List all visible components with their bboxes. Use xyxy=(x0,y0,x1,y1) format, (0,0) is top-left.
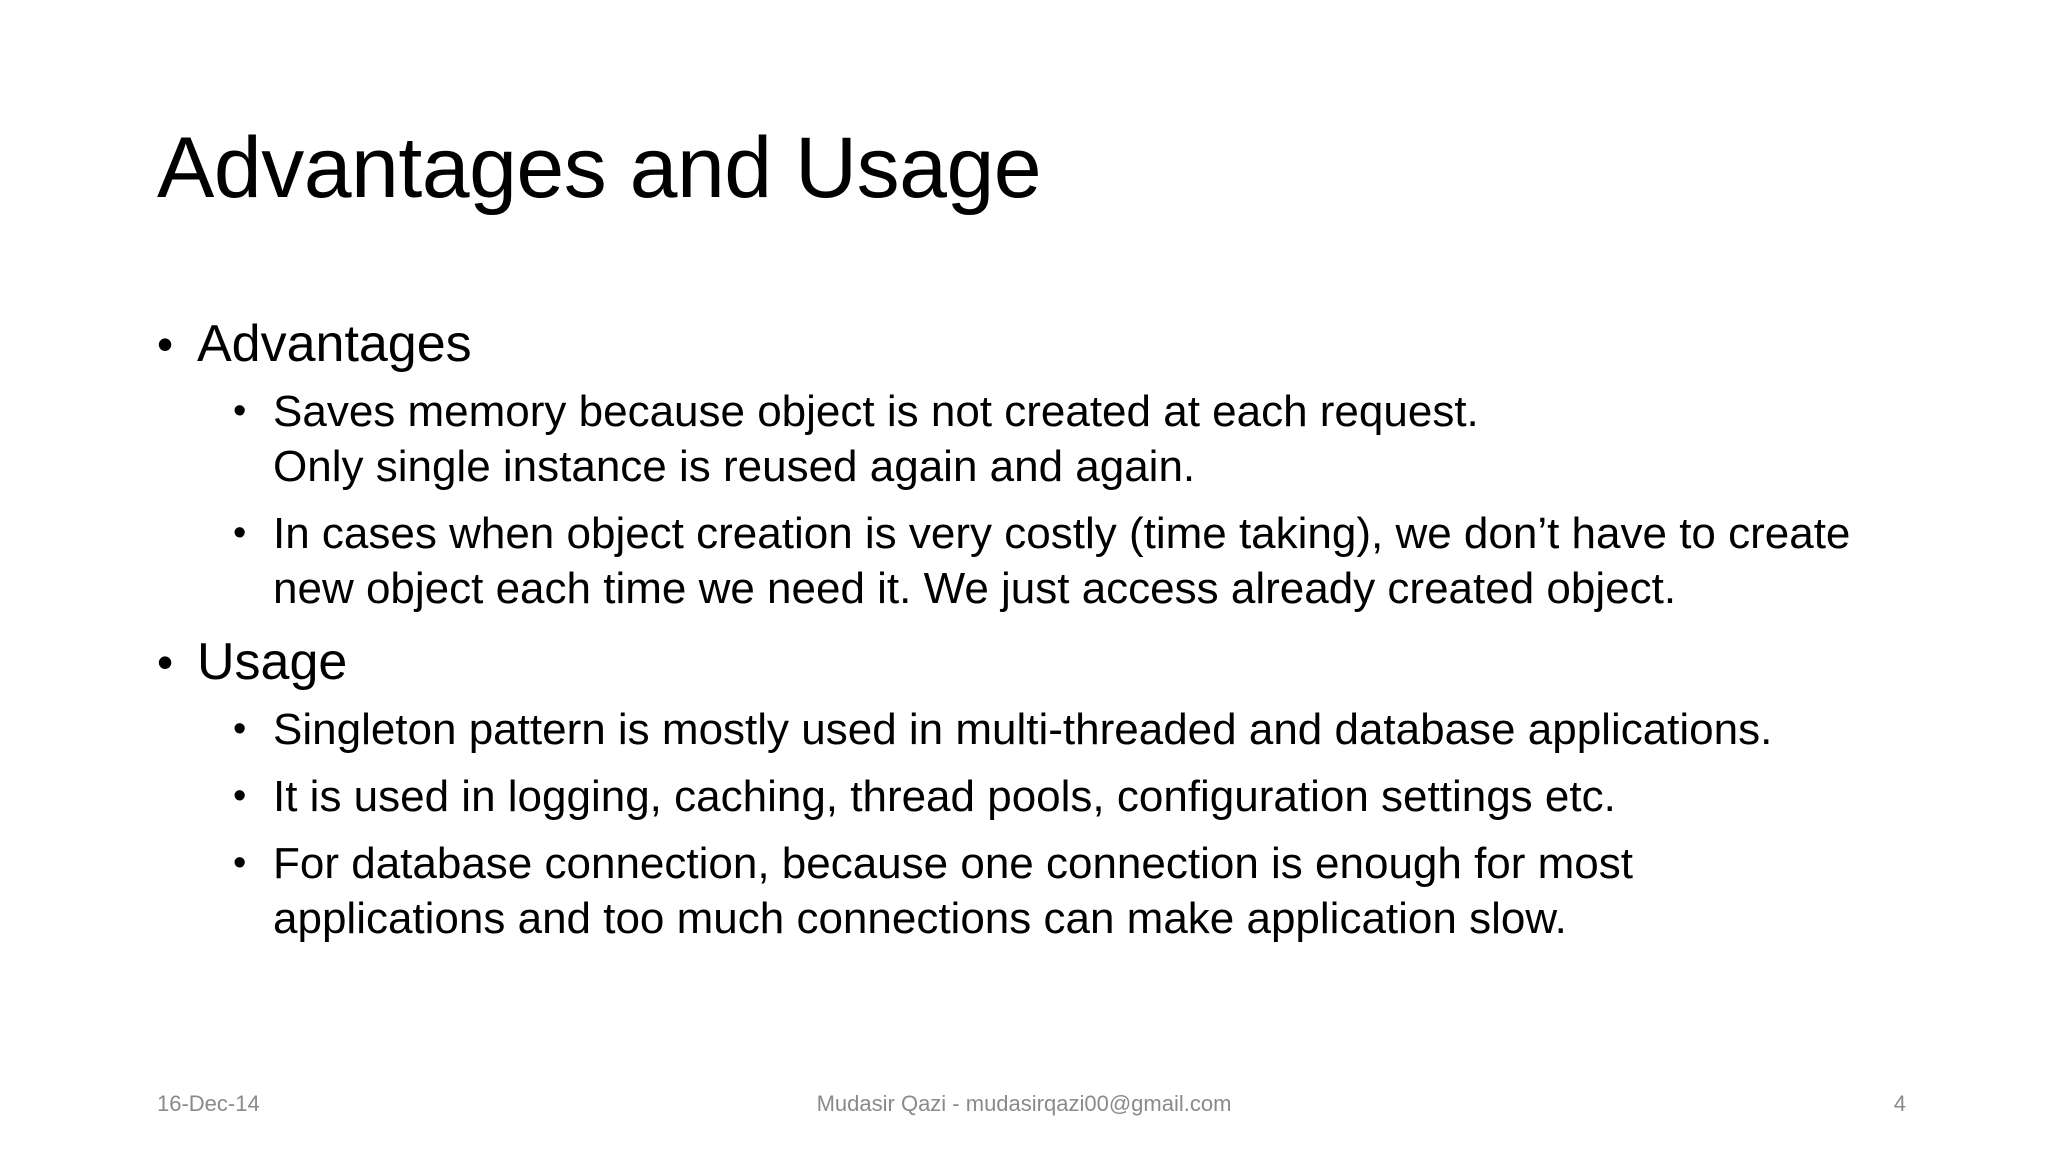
bullet-icon: • xyxy=(233,842,247,884)
list-item xyxy=(233,769,1953,824)
list-item-text: It is used in logging, caching, thread pools, configuration settings etc. xyxy=(273,772,1616,821)
list-item xyxy=(233,506,1933,616)
section-heading-label: Usage xyxy=(197,633,348,691)
list-item-text: In cases when object creation is very costly (time taking), we don’t have to create new object each time we need it. We just access already created object. xyxy=(273,509,1851,613)
section-heading-advantages xyxy=(157,312,1917,376)
section-heading-usage xyxy=(157,630,1917,694)
list-item-text: Singleton pattern is mostly used in multi-threaded and database applications. xyxy=(273,705,1773,754)
list-item-text: For database connection, because one connection is enough for most applications and too much connections can make application slow. xyxy=(273,839,1634,943)
slide-title: Advantages and Usage xyxy=(157,120,1042,216)
footer-author: Mudasir Qazi - mudasirqazi00@gmail.com xyxy=(816,1091,1232,1116)
bullet-icon: • xyxy=(233,708,247,750)
bullet-icon: • xyxy=(233,512,247,554)
list-item-text: Saves memory because object is not created at each request. Only single instance is reused again and again. xyxy=(273,387,1479,491)
list-item xyxy=(233,384,1503,494)
section-heading-label: Advantages xyxy=(197,315,472,373)
footer-date: 16-Dec-14 xyxy=(157,1091,260,1116)
list-item xyxy=(233,836,1833,946)
slide-content xyxy=(157,312,1917,946)
footer-page-number: 4 xyxy=(1893,1091,1906,1116)
list-item xyxy=(233,702,1953,757)
bullet-icon: • xyxy=(157,636,174,688)
bullet-icon: • xyxy=(157,318,174,370)
bullet-icon: • xyxy=(233,390,247,432)
bullet-icon: • xyxy=(233,775,247,817)
